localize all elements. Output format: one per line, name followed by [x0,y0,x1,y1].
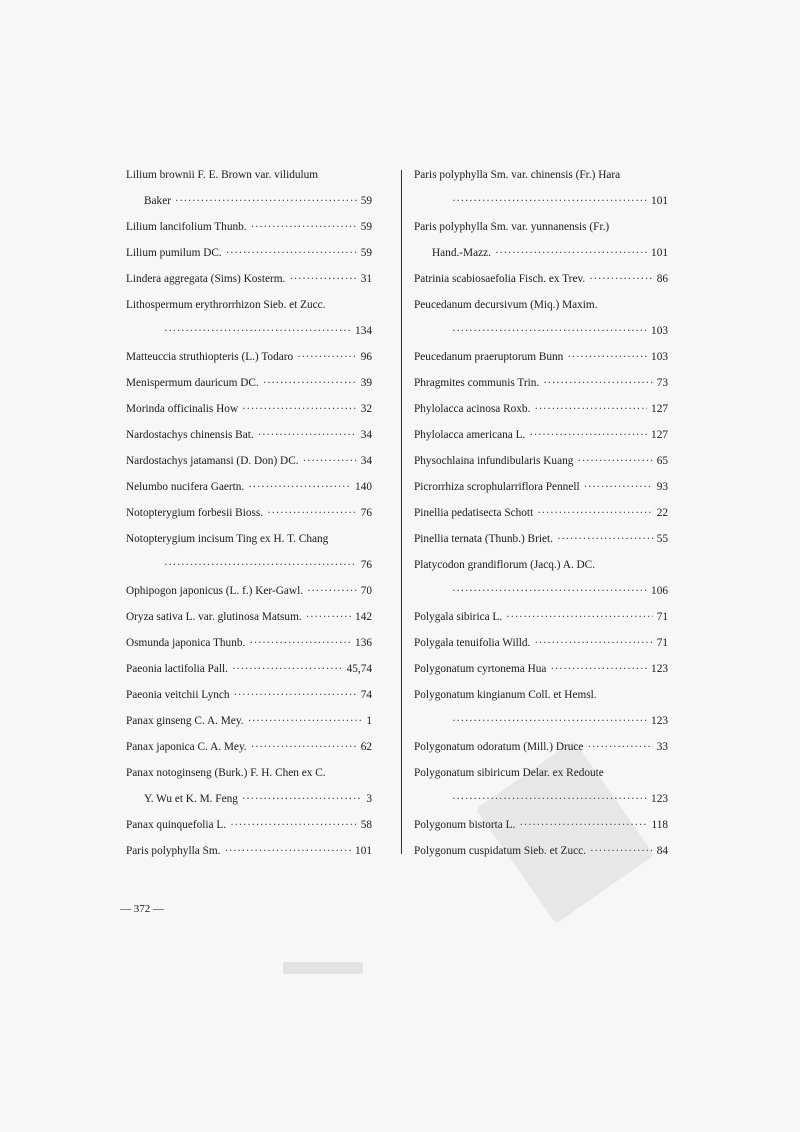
index-entry-line [126,292,372,318]
index-entry-line [414,318,668,344]
dot-leader [242,396,357,422]
dot-leader [258,422,357,448]
page-reference: 136 [355,637,372,649]
species-name: Hand.-Mazz. [432,247,491,259]
index-entry [414,396,668,422]
page-reference: 140 [355,481,372,493]
dot-leader [242,786,362,812]
page-reference: 127 [651,429,668,441]
index-entry [126,760,372,812]
index-entry [126,396,372,422]
dot-leader [529,422,647,448]
dot-leader [306,604,351,630]
index-entry-line [414,604,668,630]
dot-leader [584,474,653,500]
index-entry [126,708,372,734]
page-reference: 101 [355,845,372,857]
dot-leader [234,682,357,708]
index-entry [414,422,668,448]
index-entry-line [126,162,372,188]
page-reference: 101 [651,247,668,259]
dot-leader [232,656,343,682]
index-entry [126,292,372,344]
page-reference: 103 [651,351,668,363]
dot-leader [577,448,652,474]
species-name: Paris polyphylla Sm. [126,845,221,857]
species-name: Polygonum cuspidatum Sieb. et Zucc. [414,845,586,857]
dot-leader [230,812,357,838]
index-entry [414,162,668,214]
index-entry [414,604,668,630]
page-number: — 372 — [120,903,164,915]
page-reference: 73 [656,377,668,389]
page-reference: 74 [360,689,372,701]
page-reference: 142 [355,611,372,623]
dot-leader [495,240,647,266]
index-entry-line [414,630,668,656]
index-entry [126,266,372,292]
species-name: Lindera aggregata (Sims) Kosterm. [126,273,286,285]
species-name: Polygonatum kingianum Coll. et Hemsl. [414,689,597,701]
page-reference: 70 [360,585,372,597]
index-entry-line [414,656,668,682]
species-name: Osmunda japonica Thunb. [126,637,246,649]
page-reference: 62 [360,741,372,753]
index-entry [126,370,372,396]
index-entry [126,344,372,370]
index-entry-line [414,396,668,422]
index-entry-line [126,734,372,760]
index-entry-line [126,708,372,734]
page-reference: 106 [651,585,668,597]
page-reference: 1 [366,715,372,727]
species-name: Peucedanum praeruptorum Bunn [414,351,564,363]
page-reference: 39 [360,377,372,389]
index-entry-line [126,812,372,838]
species-name: Panax japonica C. A. Mey. [126,741,247,753]
index-entry [414,292,668,344]
index-entry-line [414,708,668,734]
index-entry-line [126,604,372,630]
species-name: Paeonia lactifolia Pall. [126,663,228,675]
species-name: Panax notoginseng (Burk.) F. H. Chen ex C. [126,767,326,779]
index-entry-line [414,162,668,188]
index-entry-line [126,448,372,474]
species-name: Polygala sibirica L. [414,611,503,623]
index-column-left [126,162,372,864]
page-reference: 134 [355,325,372,337]
index-entry-line [126,474,372,500]
page-reference: 76 [360,559,372,571]
index-entry-line [126,214,372,240]
index-column-right [414,162,668,864]
index-entry-line [414,474,668,500]
page-reference: 32 [360,403,372,415]
index-entry-line [126,396,372,422]
page-reference: 34 [360,455,372,467]
dot-leader [226,240,357,266]
index-entry-line [126,344,372,370]
dot-leader [452,578,647,604]
index-entry-line [126,370,372,396]
species-name: Phylolacca acinosa Roxb. [414,403,531,415]
index-entry-line [414,266,668,292]
column-divider [401,170,402,854]
index-entry-line [126,318,372,344]
species-name: Y. Wu et K. M. Feng [144,793,238,805]
species-name: Matteuccia struthiopteris (L.) Todaro [126,351,294,363]
index-entry-line [126,422,372,448]
species-name: Nelumbo nucifera Gaertn. [126,481,245,493]
index-entry [126,422,372,448]
dot-leader [589,266,653,292]
dot-leader [224,838,351,864]
index-entry-line [414,292,668,318]
index-entry-line [414,188,668,214]
index-entry [414,370,668,396]
page-reference: 45,74 [346,663,372,675]
dot-leader [289,266,356,292]
index-entry [126,656,372,682]
page-reference: 76 [360,507,372,519]
index-entry [126,474,372,500]
index-entry [126,500,372,526]
dot-leader [506,604,653,630]
dot-leader [587,734,652,760]
species-name: Lilium lancifolium Thunb. [126,221,247,233]
page-reference: 101 [651,195,668,207]
species-name: Notopterygium incisum Ting ex H. T. Chang [126,533,329,545]
index-entry [126,812,372,838]
index-entry-line [126,500,372,526]
page-reference: 71 [656,637,668,649]
dot-leader [164,552,357,578]
index-entry-line [414,370,668,396]
index-entry-line [126,656,372,682]
index-entry-line [126,578,372,604]
dot-leader [303,448,357,474]
index-entry-line [126,526,372,552]
index-entry [414,344,668,370]
species-name: Panax ginseng C. A. Mey. [126,715,244,727]
index-entry [414,734,668,760]
index-entry [126,682,372,708]
dot-leader [557,526,653,552]
index-entry [414,214,668,266]
index-entry-line [414,344,668,370]
species-name: Polygonum bistorta L. [414,819,516,831]
species-name: Lilium brownii F. E. Brown var. vilidulum [126,169,319,181]
species-name: Panax quinquefolia L. [126,819,227,831]
index-entry [126,734,372,760]
dot-leader [452,318,647,344]
page-reference: 93 [656,481,668,493]
page-reference: 123 [651,793,668,805]
dot-leader [567,344,647,370]
species-name: Oryza sativa L. var. glutinosa Matsum. [126,611,302,623]
dot-leader [263,370,357,396]
species-name: Polygala tenuifolia Willd. [414,637,531,649]
index-entry [126,162,372,214]
page-reference: 33 [656,741,668,753]
species-name: Phragmites communis Trin. [414,377,540,389]
page-reference: 59 [360,195,372,207]
page-reference: 55 [656,533,668,545]
page-reference: 127 [651,403,668,415]
species-name: Baker [144,195,171,207]
species-name: Lithospermum erythrorrhizon Sieb. et Zucc. [126,299,326,311]
page-reference: 59 [360,221,372,233]
species-name: Notopterygium forbesii Bioss. [126,507,264,519]
index-entry [126,448,372,474]
index-entry-line [414,578,668,604]
dot-leader [249,630,351,656]
dot-leader [164,318,351,344]
species-name: Nardostachys jatamansi (D. Don) DC. [126,455,299,467]
page-reference: 71 [656,611,668,623]
index-entry-line [126,266,372,292]
species-name: Paris polyphylla Sm. var. chinensis (Fr.) Hara [414,169,621,181]
index-entry [414,526,668,552]
page-reference: 123 [651,663,668,675]
index-entry-line [126,760,372,786]
page-reference: 22 [656,507,668,519]
scan-smudge [283,962,363,974]
index-entry [126,578,372,604]
species-name: Ophipogon japonicus (L. f.) Ker-Gawl. [126,585,304,597]
dot-leader [297,344,357,370]
page-reference: 3 [366,793,372,805]
dot-leader [251,734,357,760]
index-entry [126,526,372,578]
species-name: Paeonia veitchii Lynch [126,689,230,701]
species-name: Pinellia ternata (Thunb.) Briet. [414,533,553,545]
species-name: Physochlaina infundibularis Kuang [414,455,574,467]
index-entry-line [126,682,372,708]
species-name: Picrorrhiza scrophularriflora Pennell [414,481,580,493]
page-reference: 65 [656,455,668,467]
index-entry [414,552,668,604]
page-reference: 123 [651,715,668,727]
index-entry-line [414,448,668,474]
species-name: Morinda officinalis How [126,403,239,415]
dot-leader [307,578,357,604]
species-name: Menispermum dauricum DC. [126,377,259,389]
species-name: Peucedanum decursivum (Miq.) Maxim. [414,299,598,311]
index-entry [414,656,668,682]
page-reference: 96 [360,351,372,363]
page-reference: 59 [360,247,372,259]
species-name: Patrinia scabiosaefolia Fisch. ex Trev. [414,273,586,285]
page-reference: 31 [360,273,372,285]
index-entry [126,604,372,630]
index-entry [414,630,668,656]
species-name: Polygonatum odoratum (Mill.) Druce [414,741,584,753]
species-name: Polygonatum cyrtonema Hua [414,663,547,675]
index-entry [414,682,668,734]
dot-leader [248,708,363,734]
index-entry [414,500,668,526]
species-name: Nardostachys chinensis Bat. [126,429,254,441]
dot-leader [175,188,357,214]
index-entry-line [414,552,668,578]
index-entry-line [414,682,668,708]
index-entry-line [126,786,372,812]
index-entry-line [126,552,372,578]
dot-leader [267,500,357,526]
dot-leader [534,630,652,656]
dot-leader [543,370,652,396]
index-entry [126,630,372,656]
index-entry-line [414,734,668,760]
page-reference: 86 [656,273,668,285]
page-reference: 118 [651,819,668,831]
index-entry-line [414,240,668,266]
species-name: Paris polyphylla Sm. var. yunnanensis (Fr.) [414,221,610,233]
species-name: Polygonatum sibiricum Delar. ex Redoute [414,767,604,779]
dot-leader [537,500,652,526]
dot-leader [534,396,647,422]
page-reference: 34 [360,429,372,441]
dot-leader [452,188,647,214]
species-name: Pinellia pedatisecta Schott [414,507,534,519]
species-name: Lilium pumilum DC. [126,247,222,259]
index-entry-line [126,240,372,266]
index-entry-line [414,214,668,240]
species-name: Phylolacca americana L. [414,429,526,441]
index-entry-line [126,188,372,214]
page-reference: 58 [360,819,372,831]
index-entry-line [414,422,668,448]
index-entry [126,214,372,240]
species-name: Platycodon grandiflorum (Jacq.) A. DC. [414,559,596,571]
dot-leader [452,708,647,734]
index-entry-line [414,526,668,552]
index-entry [414,266,668,292]
index-entry [414,448,668,474]
page-reference: 84 [656,845,668,857]
index-entry-line [126,630,372,656]
dot-leader [550,656,647,682]
dot-leader [251,214,357,240]
index-entry [414,474,668,500]
index-entry [126,240,372,266]
index-entry-line [414,500,668,526]
index-entry [126,838,372,864]
page-reference: 103 [651,325,668,337]
dot-leader [248,474,351,500]
index-entry-line [126,838,372,864]
